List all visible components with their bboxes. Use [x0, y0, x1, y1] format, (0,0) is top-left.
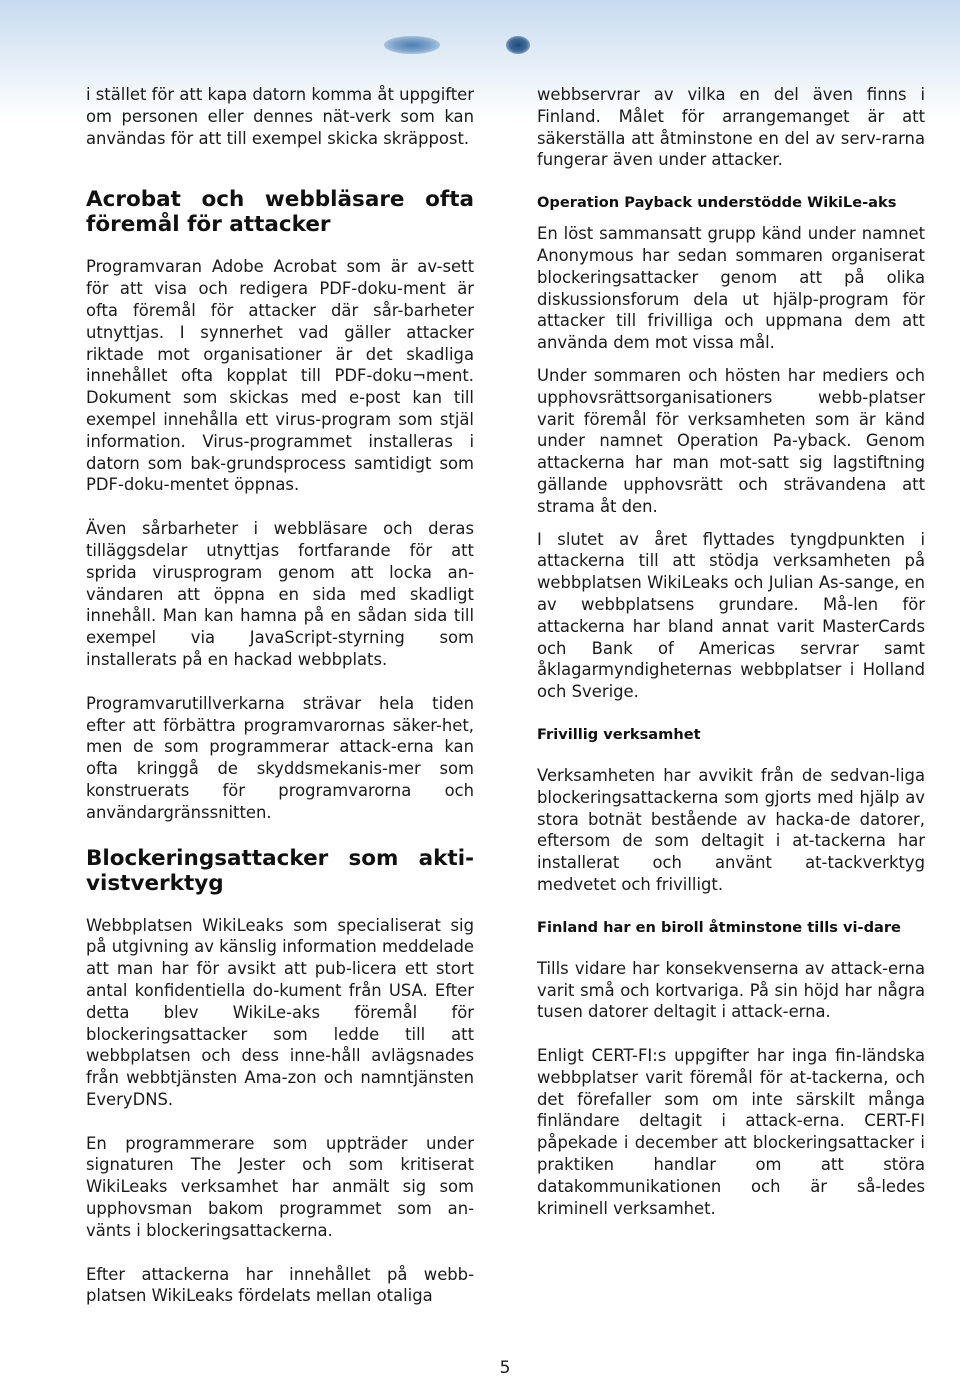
paragraph-vendors: Programvarutillverkarna strävar hela tiden efter att förbättra programvarornas säker-het, men de som programmerar attack-erna kan ofta kringgå de skyddsmekanis-mer som konstruerats för programvarorna och användargränssnitten. [86, 693, 474, 822]
paragraph-cert-fi: Enligt CERT-FI:s uppgifter har inga fin-ländska webbplatser varit föremål för at-tackerna, och det förefaller som om inte särskilt många finländare deltagit i attack-erna. CERT-FI påpekade i december att blockeringsattacker i praktiken handlar om att störa datakommunikationen och är så-ledes kriminell verksamhet. [537, 1046, 925, 1218]
heading-finland-role: Finland har en biroll åtminstone tills vi-dare [537, 918, 901, 936]
paragraph-anonymous: En löst sammansatt grupp känd under namnet Anonymous har sedan sommaren organiserat blockeringsattacker genom att på olika diskussionsforum dela ut hjälp-program för attacker till frivilliga och uppmana dem att använda dem mot vissa mål. [537, 224, 925, 353]
header-decoration-blob [384, 36, 440, 54]
heading-voluntary-activity: Frivillig verksamhet [537, 725, 701, 743]
left-column [86, 84, 474, 1318]
paragraph-servers: webbservrar av vilka en del även finns i Finland. Målet för arrangemanget är att säkerställa att åtminstone en del av serv-rarna fungerar även under attacker. [537, 85, 925, 170]
right-column [537, 84, 925, 1230]
paragraph-year-end: I slutet av året flyttades tyngdpunkten i attackerna till att stödja verksamheten på webbplatsen WikiLeaks och Julian As-sange, en av webbplatsens grundare. Må-len för attackerna har bland annat varit MasterCards och Bank of Americas servrar samt åklagarmyndigheternas webbplatser i Holland och Sverige. [537, 529, 925, 702]
heading-blocking-attacks: Blockeringsattacker som akti-vistverktyg [86, 845, 474, 896]
paragraph-voluntary: Verksamheten har avvikit från de sedvan-liga blockeringsattackerna som gjorts med hjälp av stora botnät bestående av hacka-de datorer, eftersom de som deltagit i at-tackerna har installerat och använt at-tackverktyg medvetet och frivilligt. [537, 765, 925, 894]
page-number: 5 [499, 1358, 511, 1378]
paragraph-acrobat: Programvaran Adobe Acrobat som är av-sett för att visa och redigera PDF-doku-ment är ofta föremål för attacker där sår-barheter utnyttjas. I synnerhet vad gäller attacker riktade mot organisationer är det skadliga innehållet ofta kopplat till PDF-doku¬ment. Dokument som skickas med e-post kan till exempel innehålla ett virus-program som stjäl information. Virus-programmet installeras i datorn som bak-grundsprocess samtidigt som PDF-doku-mentet öppnas. [86, 257, 474, 495]
paragraph-after-attacks: Efter attackerna har innehållet på webb-platsen WikiLeaks fördelats mellan otaliga [86, 1264, 474, 1306]
paragraph-intro: i stället för att kapa datorn komma åt uppgifter om personen eller dennes nät-verk som kan användas för att till exempel skicka skräppost. [86, 85, 475, 148]
paragraph-wikileaks: Webbplatsen WikiLeaks som specialiserat sig på utgivning av känslig information meddelade att man har för avsikt att pub-licera ett stort antal konfidentiella do-kument från USA. Efter detta blev WikiLe-aks föremål för blockeringsattacker som ledde till att webbplatsen och dess inne-håll avlägsnades från webbtjänsten Ama-zon och namntjänsten EveryDNS. [86, 915, 474, 1109]
paragraph-jester: En programmerare som uppträder under signaturen The Jester och som kritiserat WikiLeaks verksamhet har anmält sig som upphovsman bakom programmet som an-vänts i blockeringsattackerna. [86, 1133, 474, 1240]
paragraph-browsers: Även sårbarheter i webbläsare och deras tilläggsdelar utnyttjas fortfarande för att sprida virusprogram genom att locka an-vändaren att öppna en sida med skadligt innehåll. Man kan hamna på en sådan sida till exempel via JavaScript-styrning som installerats på en hackad webbplats. [86, 519, 474, 669]
heading-acrobat-attacks: Acrobat och webbläsare ofta föremål för attacker [86, 187, 474, 238]
paragraph-summer: Under sommaren och hösten har mediers och upphovsrättsorganisationers webb-platser varit föremål för verksamheten som är känd under namnet Operation Pa-yback. Genom attackerna har man mot-satt sig lagstiftning gällande upphovsrätt och strävandena att strama åt den. [537, 365, 925, 516]
header-decoration-blob [506, 36, 530, 54]
heading-operation-payback: Operation Payback understödde WikiLe-aks [537, 194, 897, 212]
paragraph-finland: Tills vidare har konsekvenserna av attack-erna varit små och kortvariga. På sin höjd har några tusen datorer deltagit i attack-erna. [537, 958, 925, 1022]
